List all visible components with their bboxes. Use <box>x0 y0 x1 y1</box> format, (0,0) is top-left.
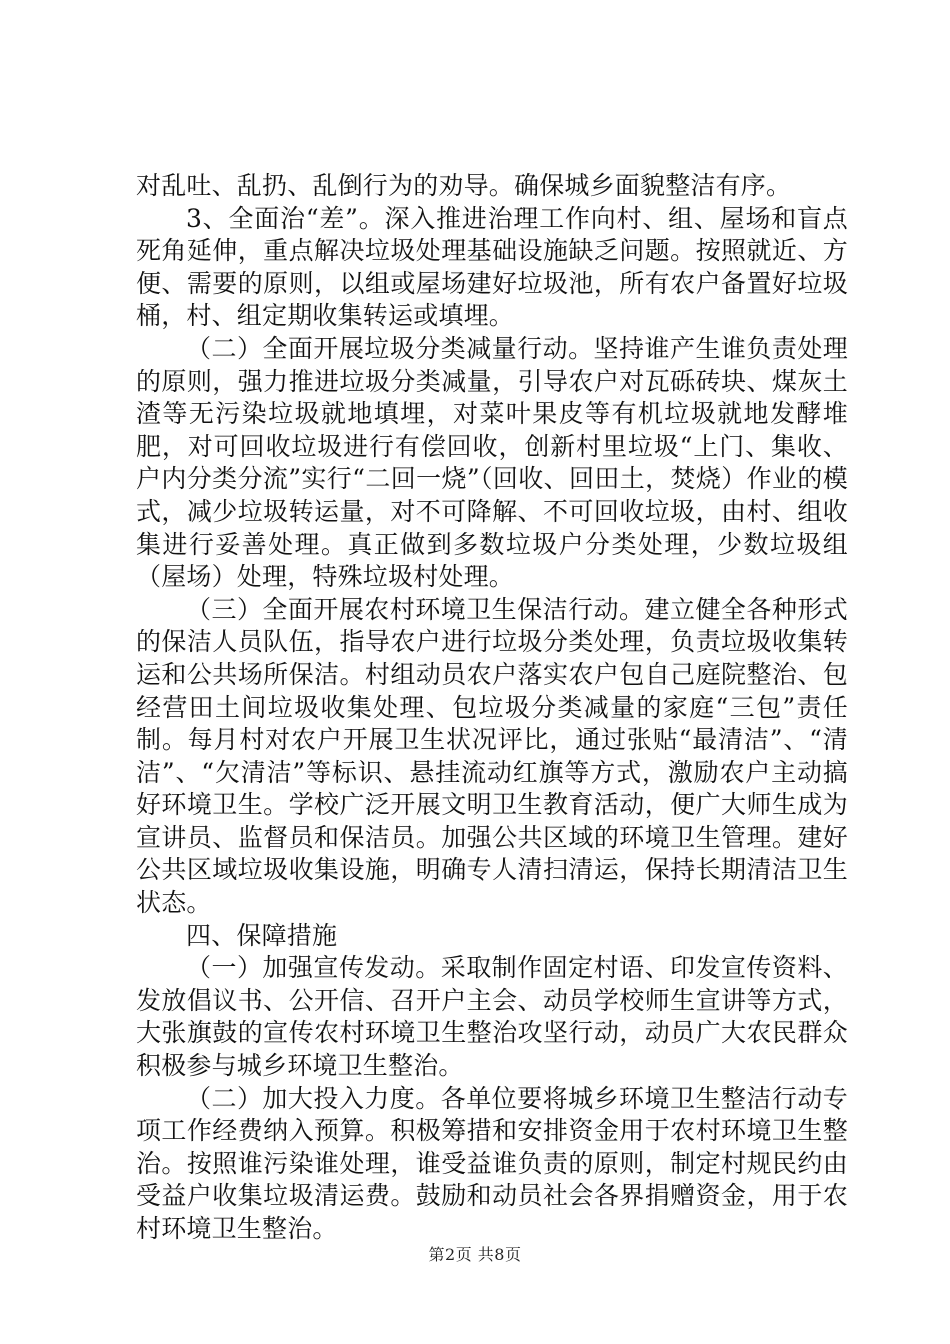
page-number-footer: 第2页 共8页 <box>428 1245 522 1264</box>
paragraph-continuation: 对乱吐、乱扔、乱倒行为的劝导。确保城乡面貌整洁有序。 <box>136 171 792 200</box>
paragraph-section-3: （三）全面开展农村环境卫生保洁行动。建立健全各种形式的保洁人员队伍，指导农户进行垃圾分类处理，负责垃圾收集转运和公共场所保洁。村组动员农户落实农户包自己庭院整治、包经营田土间垃圾收集处理、包垃圾分类减量的家庭“三包”责任制。每月村对农户开展卫生状况评比，通过张贴“最清洁”、“清洁”、“欠清洁”等标识、悬挂流动红旗等方式，激励农户主动搞好环境卫生。学校广泛开展文明卫生教育活动，便广大师生成为宣讲员、监督员和保洁员。加强公共区域的环境卫生管理。建好公共区域垃圾收集设施，明确专人清扫清运，保持长期清洁卫生状态。 <box>136 594 848 918</box>
paragraph-item-3: 3、全面治“差”。深入推进治理工作向村、组、屋场和盲点死角延伸，重点解决垃圾处理基础设施缺乏问题。按照就近、方便、需要的原则，以组或屋场建好垃圾池，所有农户备置好垃圾桶，村、组定期收集转运或填埋。 <box>136 203 848 331</box>
paragraph-safeguard-1: （一）加强宣传发动。采取制作固定村语、印发宣传资料、发放倡议书、公开信、召开户主会、动员学校师生宣讲等方式，大张旗鼓的宣传农村环境卫生整治攻坚行动，动员广大农民群众积极参与城乡环境卫生整治。 <box>136 953 848 1081</box>
paragraph-safeguard-2: （二）加大投入力度。各单位要将城乡环境卫生整洁行动专项工作经费纳入预算。积极筹措和安排资金用于农村环境卫生整治。按照谁污染谁处理，谁受益谁负责的原则，制定村规民约由受益户收集垃圾清运费。鼓励和动员社会各界捐赠资金，用于农村环境卫生整治。 <box>136 1083 848 1243</box>
section-heading-safeguards: 四、保障措施 <box>186 920 338 950</box>
document-body <box>136 170 848 1246</box>
paragraph-section-2: （二）全面开展垃圾分类减量行动。坚持谁产生谁负责处理的原则，强力推进垃圾分类减量，引导农户对瓦砾砖块、煤灰土渣等无污染垃圾就地填埋，对菜叶果皮等有机垃圾就地发酵堆肥，对可回收垃圾进行有偿回收，创新村里垃圾“上门、集收、户内分类分流”实行“二回一烧”（回收、回田土，焚烧）作业的模式，减少垃圾转运量，对不可降解、不可回收垃圾，由村、组收集进行妥善处理。真正做到多数垃圾户分类处理，少数垃圾组（屋场）处理，特殊垃圾村处理。 <box>136 333 848 592</box>
